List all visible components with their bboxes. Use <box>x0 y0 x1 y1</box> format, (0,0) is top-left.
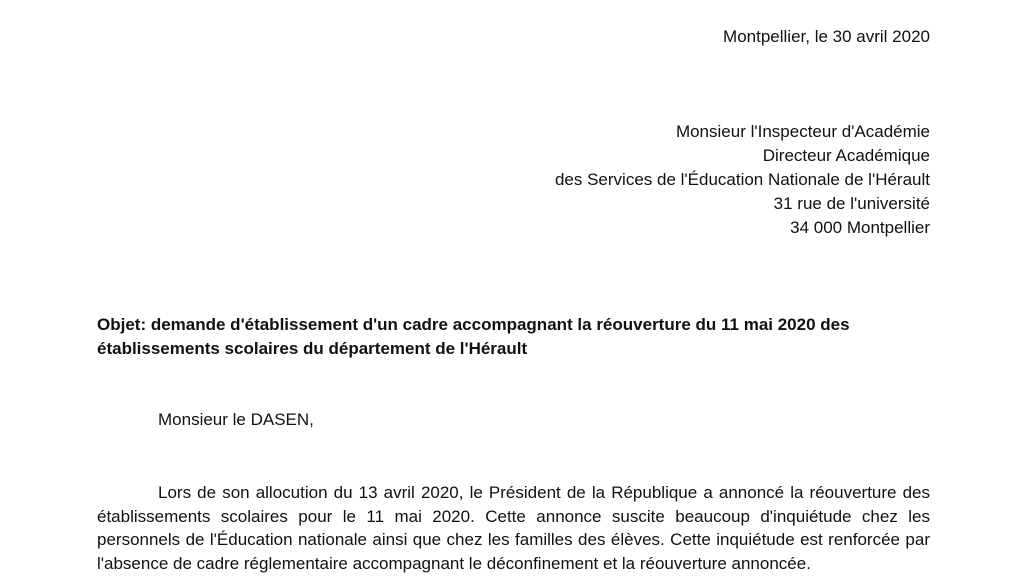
letter-date: Montpellier, le 30 avril 2020 <box>723 27 930 46</box>
recipient-line-city: 34 000 Montpellier <box>790 218 930 237</box>
letter-subject: Objet: demande d'établissement d'un cadre accompagnant la réouverture du 11 mai 2020 des établissements scolaires du département de l'Hérault <box>97 315 850 358</box>
letter-body-paragraph: Lors de son allocution du 13 avril 2020, le Président de la République a annoncé la réouverture des établissements scolaires pour le 11 mai 2020. Cette annonce suscite beaucoup d'inquiétude chez les personnels de l'Éducation nationale ainsi que chez les familles des élèves. Cette inquiétude est renforcée par l'absence de cadre réglementaire accompagnant le déconfinement et la réouverture annoncée. <box>97 483 930 573</box>
letter-salutation: Monsieur le DASEN, <box>158 410 314 429</box>
recipient-line-role: Directeur Académique <box>762 146 930 165</box>
recipient-line-title: Monsieur l'Inspecteur d'Académie <box>675 122 930 141</box>
recipient-line-service: des Services de l'Éducation Nationale de l'Hérault <box>554 170 930 189</box>
recipient-line-street: 31 rue de l'université <box>773 194 930 213</box>
recipient-address-block <box>555 120 930 240</box>
